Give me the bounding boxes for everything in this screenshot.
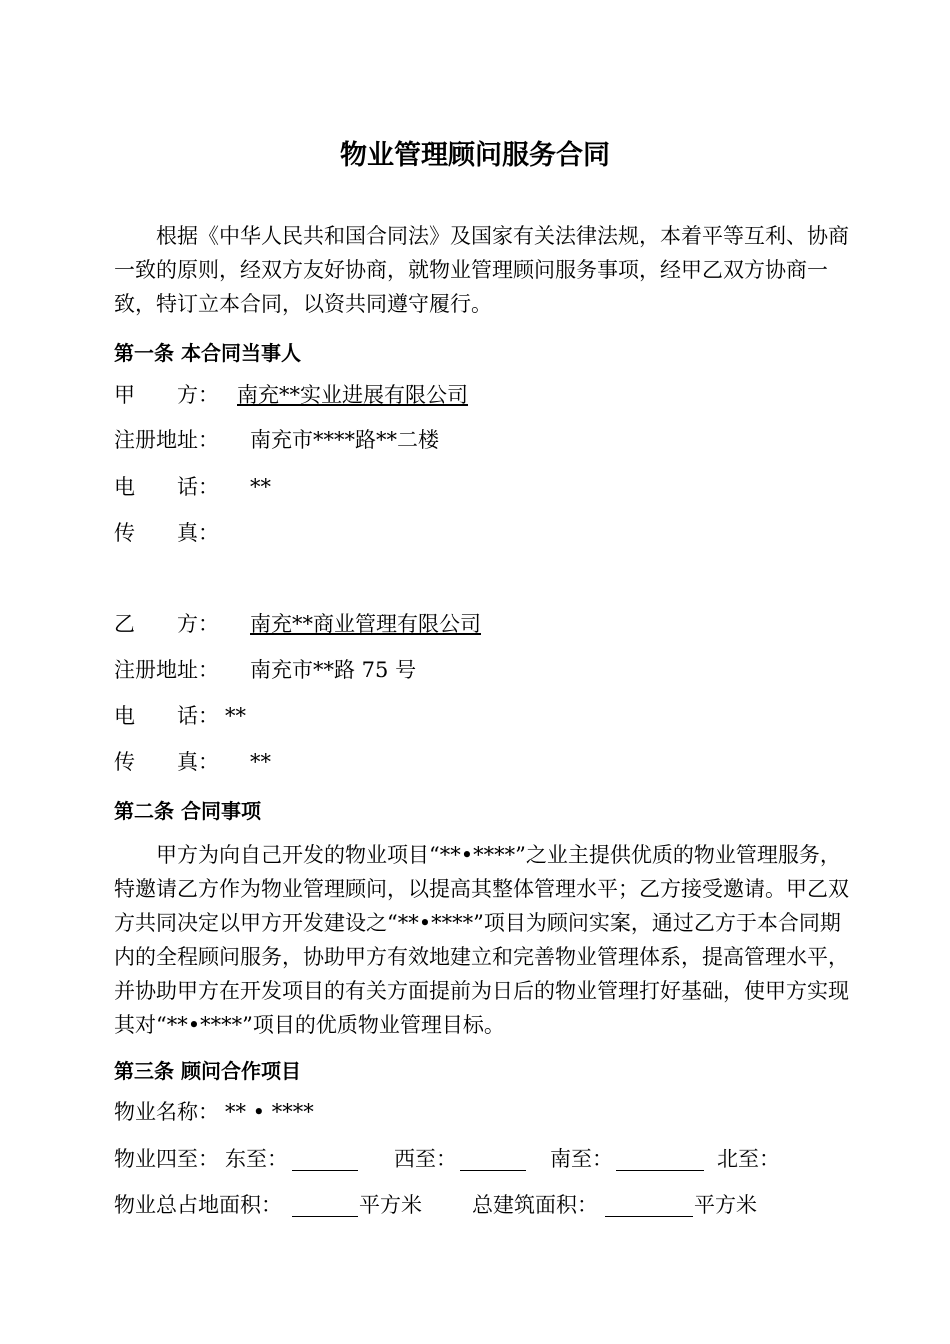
party-a-name: 南充**实业进展有限公司 (237, 383, 468, 407)
building-area-label: 总建筑面积： (472, 1193, 598, 1217)
party-b-name-label: 乙 方： (114, 612, 219, 636)
party-b-phone-label: 电 话： (114, 704, 219, 728)
preamble-paragraph: 根据《中华人民共和国合同法》及国家有关法律法规，本着平等互利、协商一致的原则，经双方友好协商，就物业管理顾问服务事项，经甲乙双方协商一致，特订立本合同，以资共同遵守履行。 (114, 224, 849, 316)
south-label: 南至： (550, 1147, 613, 1171)
east-label: 东至： (225, 1147, 288, 1171)
party-a-name-label: 甲 方： (114, 383, 219, 407)
party-b-phone: ** (225, 704, 246, 728)
party-a-phone: ** (250, 475, 271, 499)
land-area-blank (292, 1194, 358, 1217)
party-b-fax-label: 传 真： (114, 750, 219, 774)
article3-heading: 第三条 顾问合作项目 (114, 1059, 301, 1083)
party-b-address-label: 注册地址： (114, 658, 219, 682)
boundaries-label: 物业四至： (114, 1147, 219, 1171)
article2-body: 甲方为向自己开发的物业项目“**•****”之业主提供优质的物业管理服务，特邀请乙方作为物业管理顾问，以提高其整体管理水平；乙方接受邀请。甲乙双方共同决定以甲方开发建设之“**•****”项目为顾问实案，通过乙方于本合同期内的全程顾问服务，协助甲方有效地建立和完善物业管理体系，提高管理水平，并协助甲方在开发项目的有关方面提前为日后的物业管理打好基础，使甲方实现其对“**•****”项目的优质物业管理目标。 (114, 843, 849, 1037)
article1-heading: 第一条 本合同当事人 (114, 341, 301, 365)
party-a-phone-label: 电 话： (114, 475, 219, 499)
south-blank (616, 1148, 704, 1171)
party-a-fax-label: 传 真： (114, 521, 219, 545)
party-b-fax: ** (250, 750, 271, 774)
party-b-name: 南充**商业管理有限公司 (250, 612, 481, 636)
west-blank (460, 1148, 526, 1171)
east-blank (292, 1148, 358, 1171)
property-name: ** • **** (225, 1100, 314, 1124)
north-label: 北至： (717, 1147, 780, 1171)
area-row (114, 1190, 854, 1220)
article2-heading: 第二条 合同事项 (114, 799, 261, 823)
land-area-unit: 平方米 (359, 1193, 422, 1217)
west-label: 西至： (394, 1147, 457, 1171)
building-area-unit: 平方米 (694, 1193, 757, 1217)
building-area-blank (605, 1194, 693, 1217)
property-name-label: 物业名称： (114, 1100, 219, 1124)
party-b-address: 南充市**路 75 号 (250, 658, 417, 682)
party-a-address: 南充市****路**二楼 (250, 428, 439, 452)
document-title: 物业管理顾问服务合同 (340, 140, 610, 171)
party-a-address-label: 注册地址： (114, 428, 219, 452)
property-boundaries-row (114, 1144, 854, 1174)
land-area-label: 物业总占地面积： (114, 1193, 282, 1217)
